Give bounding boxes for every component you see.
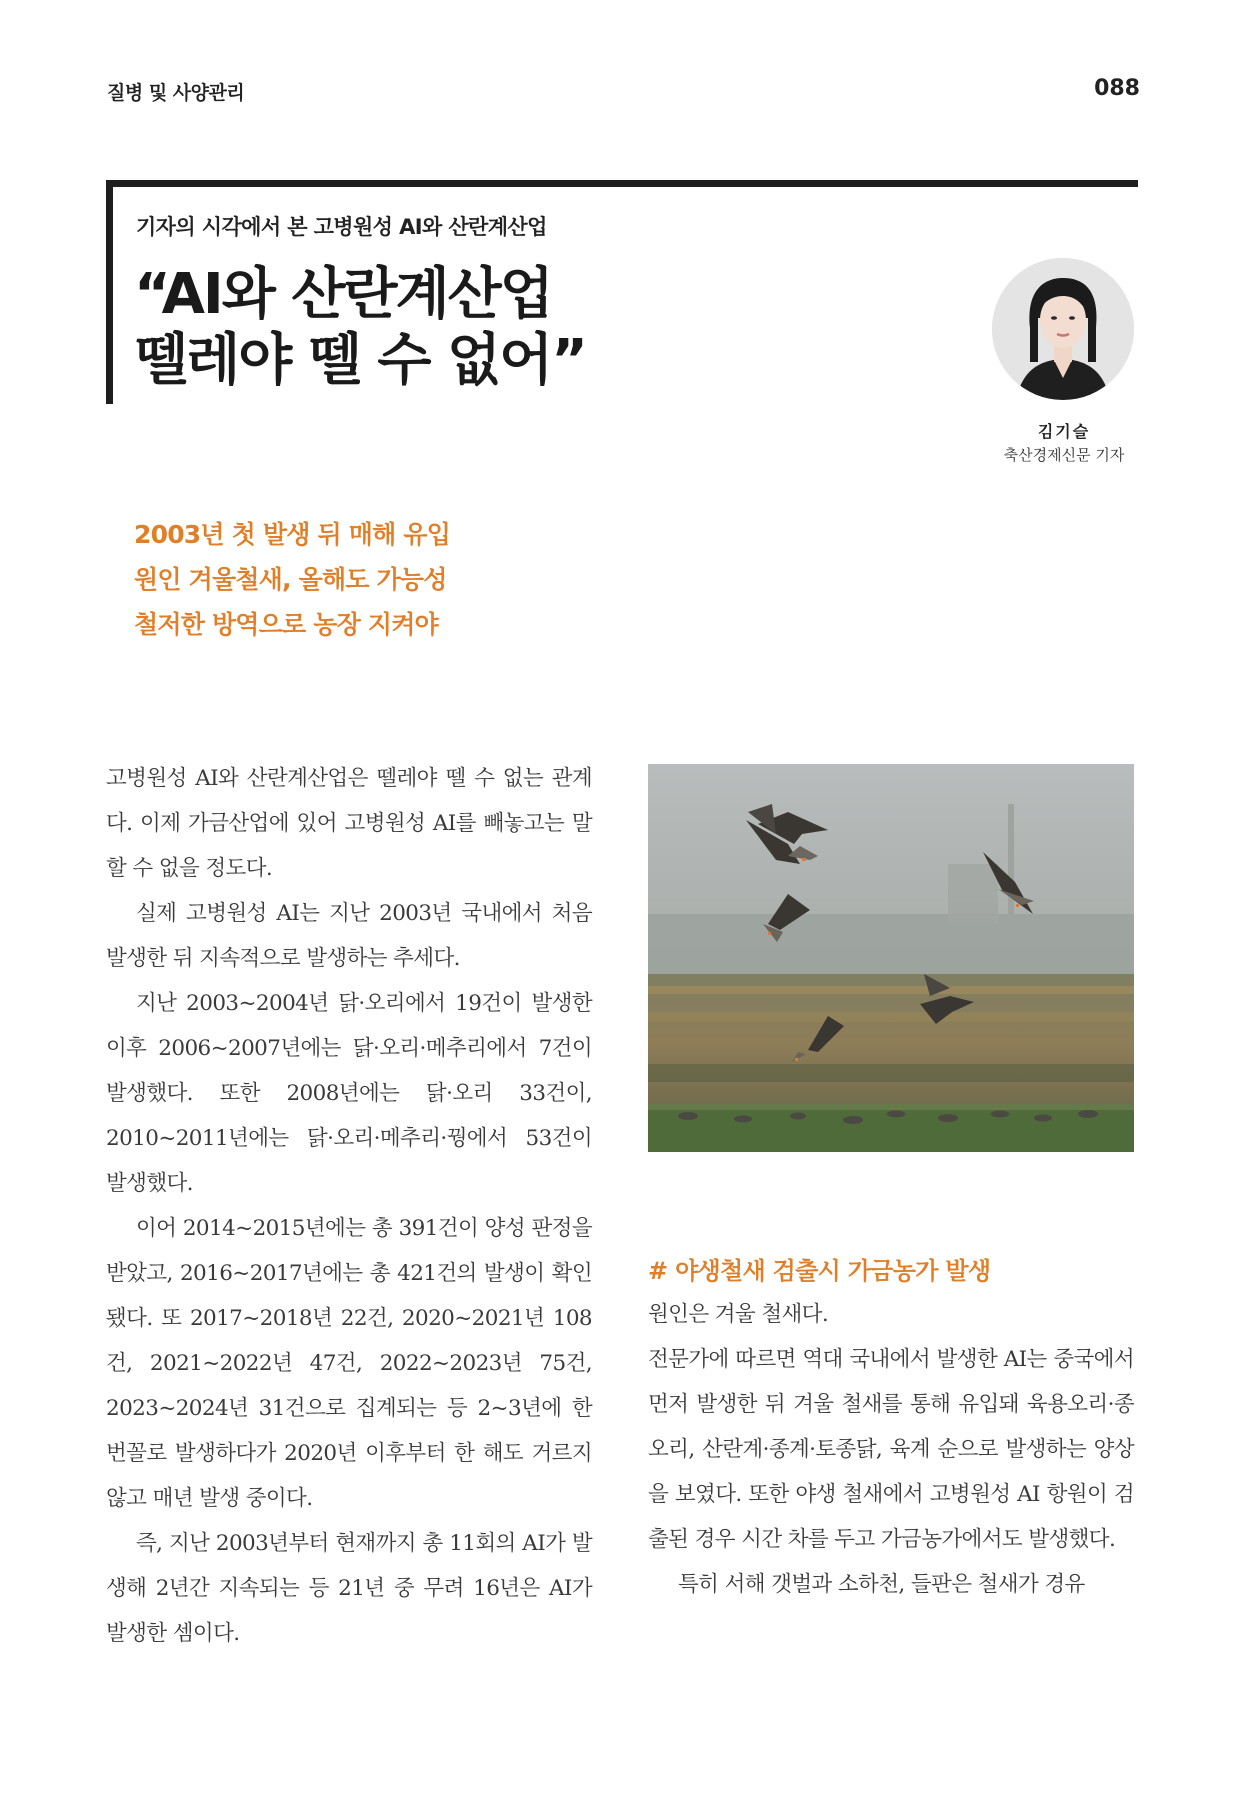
headline-line-1: “AI와 산란계산업 (134, 262, 552, 327)
article-headline (134, 262, 586, 394)
page-number: 088 (1094, 76, 1140, 101)
author-name: 김기슬 (1037, 422, 1091, 441)
section-label: 질병 및 사양관리 (107, 82, 245, 104)
subhead-2: 원인 겨울철새, 올해도 가능성 (134, 565, 447, 594)
author-photo-illustration (992, 258, 1134, 400)
body-column-left (106, 756, 592, 1656)
headline-line-2: 뗄레야 뗄 수 없어” (134, 328, 586, 393)
author-portrait (992, 258, 1134, 400)
geese-photo-illustration (648, 764, 1134, 1152)
body-paragraph: 실제 고병원성 AI는 지난 2003년 국내에서 처음 발생한 뒤 지속적으로 발생하는 추세다. (106, 901, 592, 971)
title-left-rule (106, 180, 113, 404)
subhead-1: 2003년 첫 발생 뒤 매해 유입 (134, 520, 451, 549)
body-paragraph: 특히 서해 갯벌과 소하천, 들판은 철새가 경유 (678, 1572, 1085, 1597)
geese-photo (648, 764, 1134, 1152)
body-column-right (648, 1292, 1134, 1607)
title-top-rule (106, 180, 1138, 187)
body-paragraph: 즉, 지난 2003년부터 현재까지 총 11회의 AI가 발생해 2년간 지속되는 등 21년 중 무려 16년은 AI가 발생한 셈이다. (106, 1531, 592, 1646)
section-heading: # 야생철새 검출시 가금농가 발생 (648, 1257, 991, 1285)
author-title: 축산경제신문 기자 (1003, 446, 1125, 464)
body-paragraph: 이어 2014~2015년에는 총 391건이 양성 판정을 받았고, 2016~2017년에는 총 421건의 발생이 확인됐다. 또 2017~2018년 22건, 2020~2021년 108건, 2021~2022년 47건, 2022~2023년 75건, 2023~2024년 31건으로 집계되는 등 2~3년에 한 번꼴로 발생하다가 2020년 이후부터 한 해도 거르지 않고 매년 발생 중이다. (106, 1216, 592, 1511)
body-paragraph: 지난 2003~2004년 닭·오리에서 19건이 발생한 이후 2006~2007년에는 닭·오리·메추리에서 7건이 발생했다. 또한 2008년에는 닭·오리 33건이, 2010~2011년에는 닭·오리·메추리·꿩에서 53건이 발생했다. (106, 991, 592, 1196)
body-paragraph: 전문가에 따르면 역대 국내에서 발생한 AI는 중국에서 먼저 발생한 뒤 겨울 철새를 통해 유입돼 육용오리·종오리, 산란계·종계·토종닭, 육계 순으로 발생하는 양상을 보였다. 또한 야생 철새에서 고병원성 AI 항원이 검출된 경우 시간 차를 두고 가금농가에서도 발생했다. (648, 1347, 1134, 1552)
body-paragraph: 원인은 겨울 철새다. (648, 1302, 829, 1327)
article-subheads (134, 512, 450, 647)
body-paragraph: 고병원성 AI와 산란계산업은 뗄레야 뗄 수 없는 관계다. 이제 가금산업에 있어 고병원성 AI를 빼놓고는 말할 수 없을 정도다. (106, 766, 592, 881)
subhead-3: 철저한 방역으로 농장 지켜야 (134, 610, 438, 639)
article-kicker: 기자의 시각에서 본 고병원성 AI와 산란계산업 (136, 215, 547, 239)
